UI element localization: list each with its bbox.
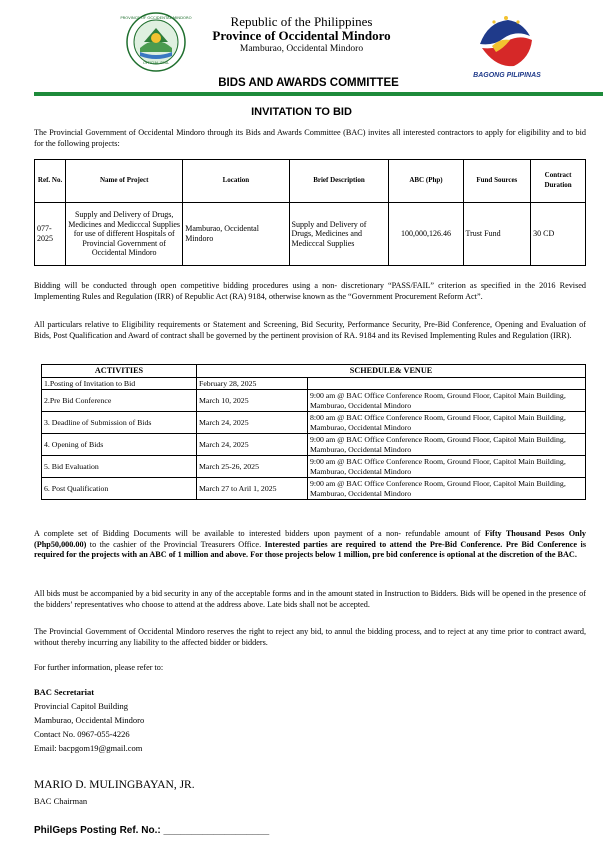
seal-motto: OFFICIAL SEAL [142,61,170,65]
project-abc: 100,000,126.46 [389,203,463,266]
activity-date: February 28, 2025 [197,378,308,390]
activity-venue [308,378,586,390]
project-name: Supply and Delivery of Drugs, Medicines and Medicccal Supplies for use of different Hospitals of Provincial Government of Occidental Mindoro [66,203,183,266]
activity-name: 5. Bid Evaluation [42,456,197,478]
col-ref: Ref. No. [35,160,66,203]
header-town: Mamburao, Occidental Mindoro [239,44,364,54]
activity-venue: 9:00 am @ BAC Office Conference Room, Ground Floor, Capitol Main Building, Mamburao, Occidental Mindoro [308,434,586,456]
table-row [42,456,586,478]
col-abc: ABC (Php) [389,160,463,203]
info-paragraph: For further information, please refer to: [34,663,164,672]
col-name: Name of Project [66,160,183,203]
security-paragraph: All bids must be accompanied by a bid security in any of the acceptable forms and in the amount stated in Instruction to Bidders. Bids will be opened in the presence of the bidders’ representatives who choose to attend at the address above. Late bids shall not be accepted. [34,589,586,609]
header-republic: Republic of the Philippines [230,14,373,29]
col-schedule-venue: SCHEDULE& VENUE [197,365,586,378]
activity-name: 2.Pre Bid Conference [42,390,197,412]
contact-email: Email: bacpgom19@gmail.com [34,743,143,753]
contact-line2: Mamburao, Occidental Mindoro [34,715,145,725]
activity-venue: 8:00 am @ BAC Office Conference Room, Ground Floor, Capitol Main Building, Mamburao, Occidental Mindoro [308,412,586,434]
header-committee: BIDS AND AWARDS COMMITTEE [218,77,399,89]
activity-name: 3. Deadline of Submission of Bids [42,412,197,434]
philgeps-blank: ___________________ [163,825,270,836]
table-row [42,378,586,390]
table-row [42,390,586,412]
contact-name: BAC Secretariat [34,687,95,697]
project-duration: 30 CD [531,203,586,266]
particulars-paragraph: All particulars relative to Eligibility requirements or Statement and Screening, Bid Security, Performance Security, Pre-Bid Conference, Opening and Evaluation of Bids, Post Qualification and Award of contract shall be governed by the pertinent provision of RA. 9184 and its Revised Implementing Rules and Regulation (IRR). [34,320,586,340]
philgeps-label: PhilGeps Posting Ref. No.: [34,825,161,836]
activity-venue: 9:00 am @ BAC Office Conference Room, Ground Floor, Capitol Main Building, Mamburao, Occidental Mindoro [308,478,586,500]
activity-name: 1.Posting of Invitation to Bid [42,378,197,390]
documents-paragraph [34,529,586,561]
documents-prebid-note: Interested parties are required to attend the Pre-Bid Conference. Pre Bid Conference is required for the projects with an ABC of 1 million and above. For those projects below 1 million, pre bid conference is optional at the discretion of the BAC. [34,539,586,560]
activity-name: 4. Opening of Bids [42,434,197,456]
project-ref: 077-2025 [35,203,66,266]
activity-date: March 27 to Aril 1, 2025 [197,478,308,500]
activity-venue: 9:00 am @ BAC Office Conference Room, Ground Floor, Capitol Main Building, Mamburao, Occidental Mindoro [308,456,586,478]
header-province: Province of Occidental Mindoro [212,28,391,43]
schedule-table [41,364,586,500]
activity-date: March 24, 2025 [197,434,308,456]
activity-date: March 25-26, 2025 [197,456,308,478]
page-title: INVITATION TO BID [251,106,352,118]
contact-phone: Contact No. 0967-055-4226 [34,729,130,739]
projects-table [34,159,586,266]
project-location: Mamburao, Occidental Mindoro [183,203,289,266]
activity-venue: 9:00 am @ BAC Office Conference Room, Ground Floor, Capitol Main Building, Mamburao, Occidental Mindoro [308,390,586,412]
rights-paragraph: The Provincial Government of Occidental Mindoro reserves the right to reject any bid, to annul the bidding process, and to reject at any time prior to contract award, without thereby incurring any liability to the affected bidder or bidders. [34,627,586,647]
project-description: Supply and Delivery of Drugs, Medicines and Medicccal Supplies [289,203,389,266]
col-fund: Fund Sources [463,160,531,203]
activity-name: 6. Post Qualification [42,478,197,500]
header-divider [34,92,603,96]
contact-line1: Provincial Capitol Building [34,701,128,711]
seal-ring-text: PROVINCE OF OCCIDENTAL MINDORO [120,15,192,20]
activity-date: March 24, 2025 [197,412,308,434]
bagong-pilipinas-label: BAGONG PILIPINAS [473,72,541,79]
schedule-header-row [42,365,586,378]
col-duration: Contract Duration [531,160,586,203]
project-fund: Trust Fund [463,203,531,266]
projects-header-row [35,160,586,203]
activity-date: March 10, 2025 [197,390,308,412]
table-row [35,203,586,266]
table-row [42,412,586,434]
col-description: Brief Description [289,160,389,203]
philgeps-ref [34,825,269,836]
contact-block [34,685,144,755]
signatory-name: MARIO D. MULINGBAYAN, JR. [34,779,195,791]
intro-paragraph: The Provincial Government of Occidental Mindoro through its Bids and Awards Committee (BAC) invites all interested contractors to apply for eligibility and to bid for the following projects: [34,128,586,148]
documents-text-2: to the cashier of the Provincial Treasurers Office. [86,539,265,549]
table-row [42,434,586,456]
documents-text-1: A complete set of Bidding Documents will be available to interested bidders upon payment of a non- refundable amount of [34,529,485,538]
col-activities: ACTIVITIES [42,365,197,378]
signatory-title: BAC Chairman [34,796,88,806]
documents-amount: Fifty Thousand Pesos Only (Php50,000.00) [34,529,586,549]
table-row [42,478,586,500]
col-location: Location [183,160,289,203]
bidding-paragraph: Bidding will be conducted through open competitive bidding procedures using a non- discretionary “PASS/FAIL” criterion as specified in the 2016 Revised Implementing Rules and Regulation (IRR) of Republic Act (RA) 9184, otherwise known as the “Government Procurement Reform Act”. [34,281,586,301]
